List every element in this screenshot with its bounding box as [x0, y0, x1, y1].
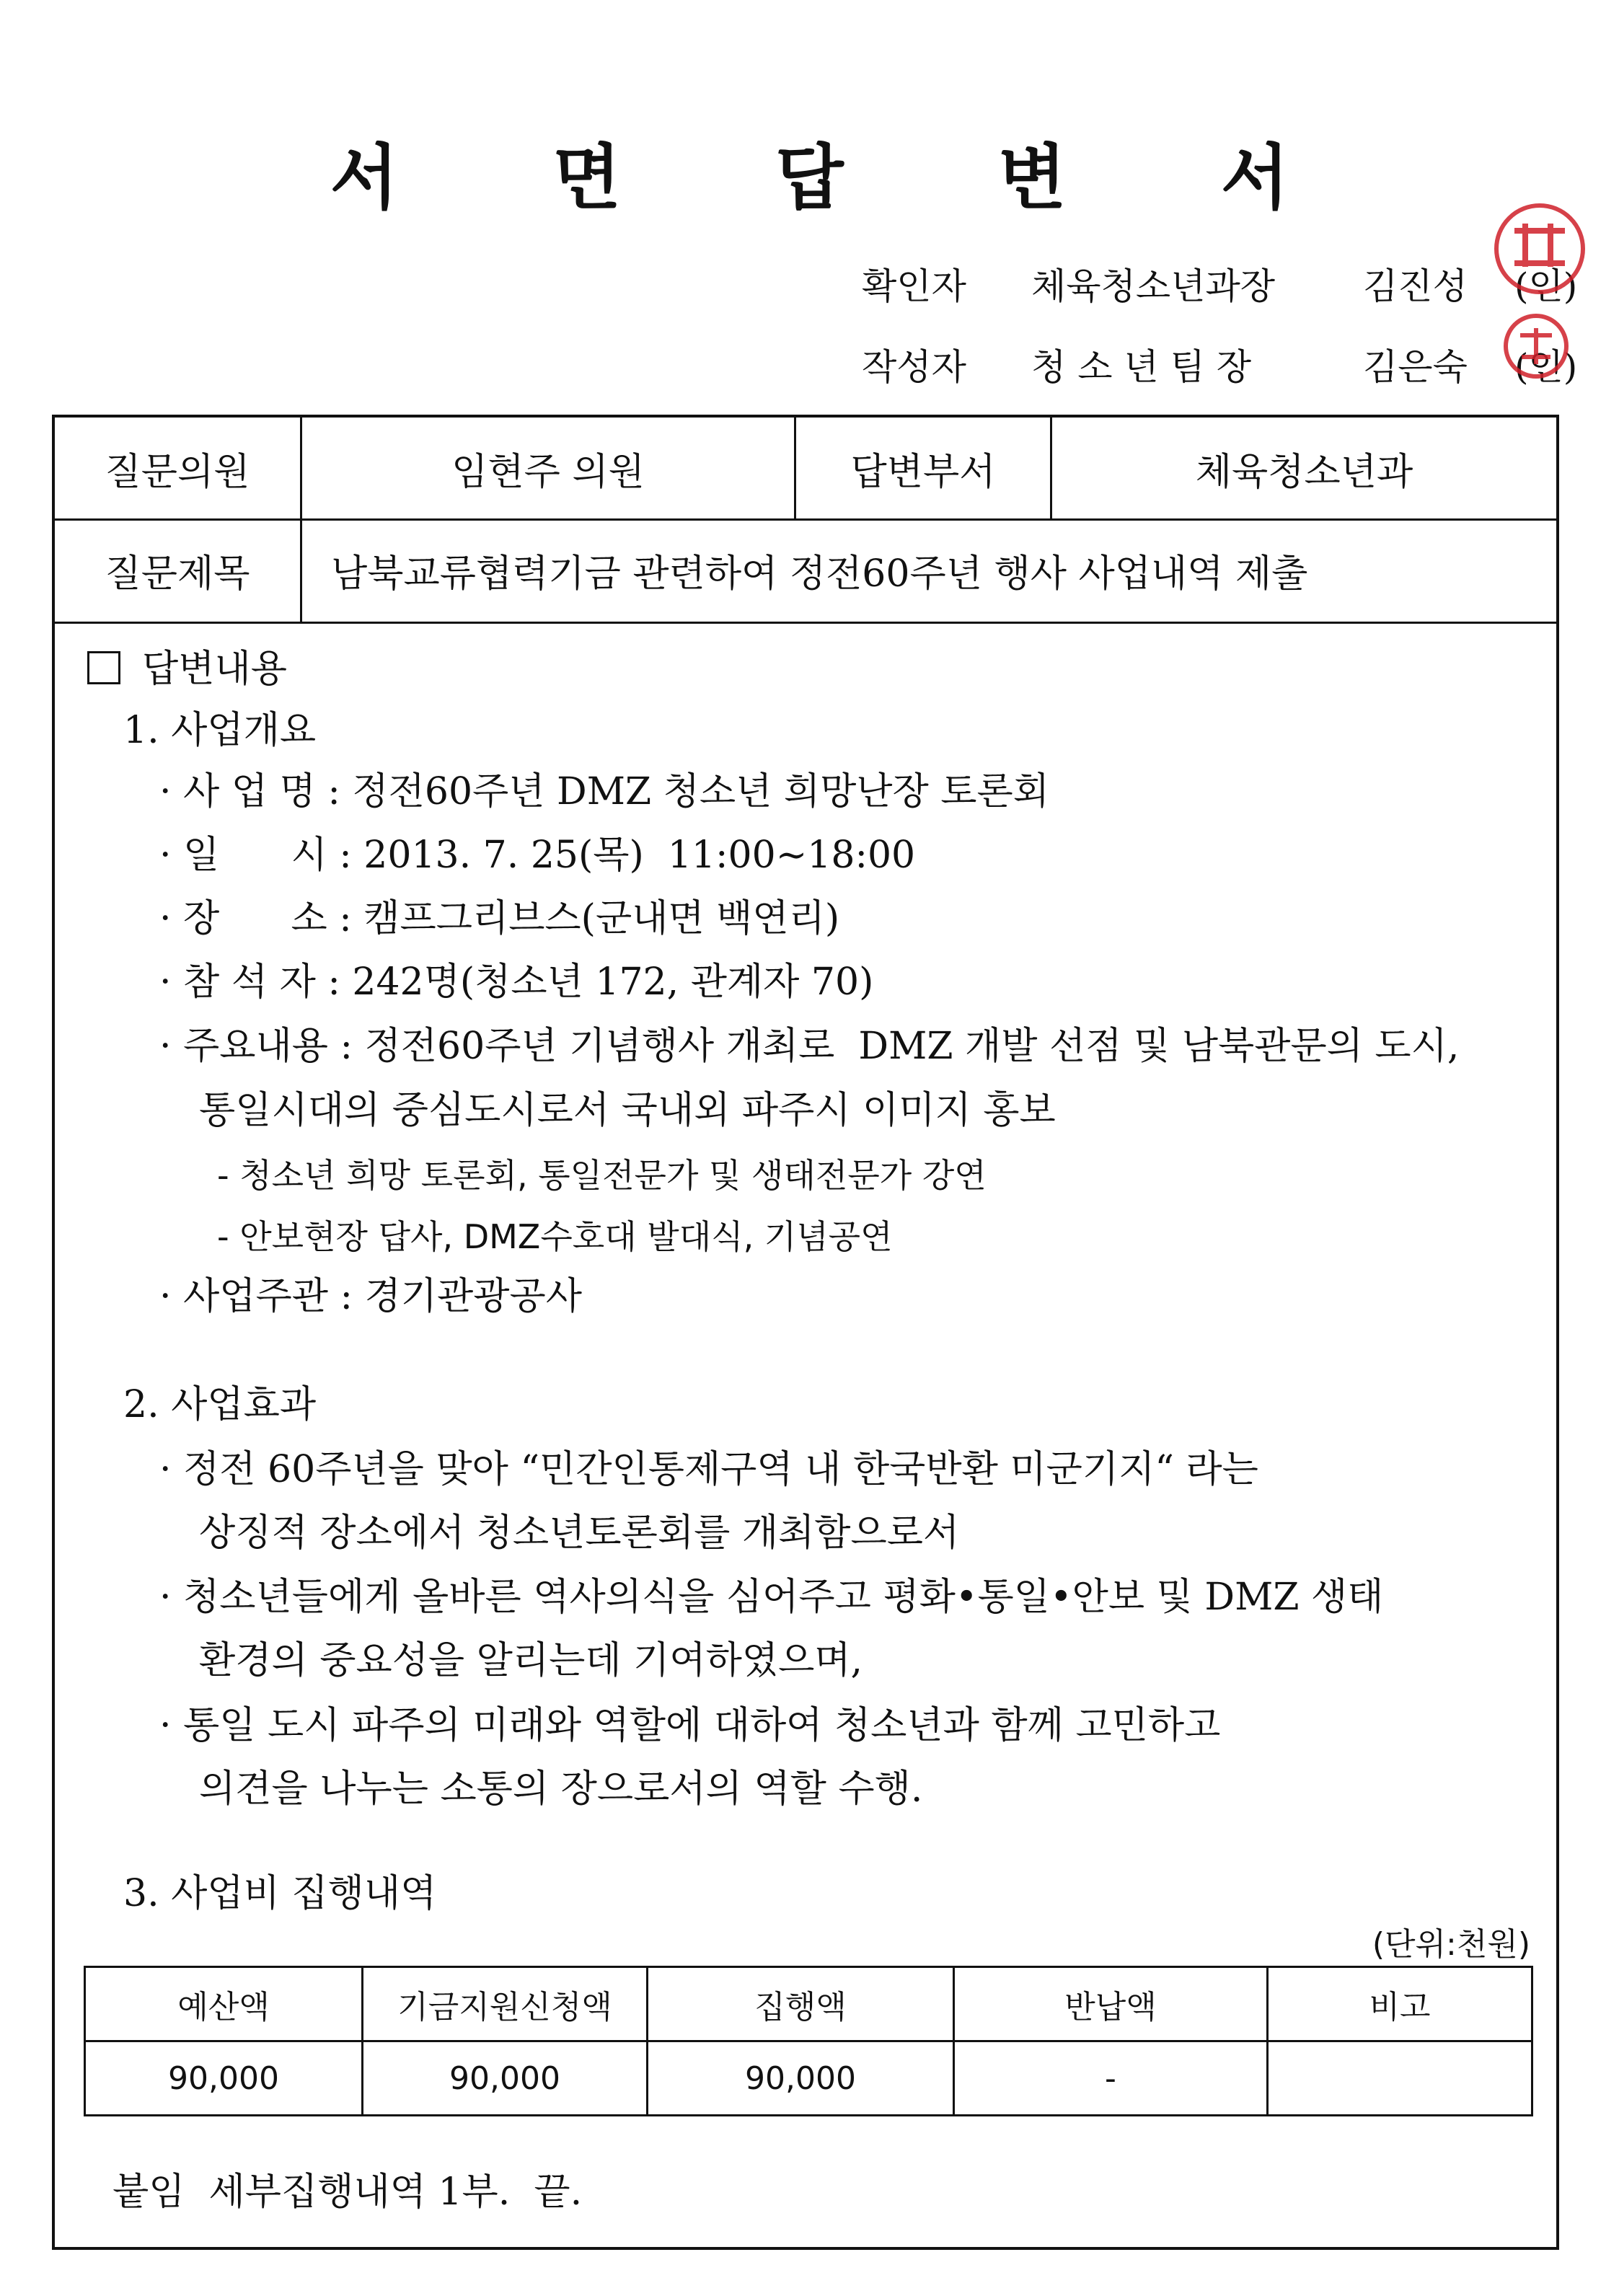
dept-label: 답변부서	[796, 418, 1052, 518]
section1-content-1: · 주요내용 : 정전60주년 기념행사 개최로 DMZ 개발 선점 및 남북관문의 도시,	[159, 1025, 1460, 1068]
col-budget: 예산액	[85, 1967, 363, 2041]
section1-content-sub2: - 안보현장 답사, DMZ수호대 발대식, 기념공연	[217, 1217, 893, 1256]
section1-organizer: · 사업주관 : 경기관광공사	[159, 1275, 582, 1318]
col-executed: 집행액	[648, 1967, 954, 2041]
signer-position: 청 소 년 팀 장	[1031, 346, 1252, 388]
header-row-questioner	[55, 418, 1556, 521]
section2-line2: 상징적 장소에서 청소년토론회를 개최함으로서	[199, 1511, 960, 1555]
section2-line1: · 정전 60주년을 맞아 “민간인통제구역 내 한국반환 미군기지“ 라는	[159, 1448, 1258, 1491]
cell-fund-request: 90,000	[363, 2041, 648, 2116]
unit-label: (단위:천원)	[1372, 1926, 1530, 1963]
section1-content-2: 통일시대의 중심도시로서 국내외 파주시 이미지 홍보	[199, 1089, 1056, 1132]
questioner-value: 임현주 의원	[302, 418, 796, 518]
signer-name: 김은숙	[1363, 346, 1468, 388]
signer-seal-mark: (인)	[1514, 265, 1578, 307]
section1-place: · 장 소 : 캠프그리브스(군내면 백연리)	[159, 897, 840, 940]
col-returned: 반납액	[954, 1967, 1268, 2041]
cell-budget: 90,000	[85, 2041, 363, 2116]
section2-line5: · 통일 도시 파주의 미래와 역할에 대하여 청소년과 함께 고민하고	[159, 1704, 1221, 1747]
subject-label: 질문제목	[55, 518, 302, 622]
section1-date: · 일 시 : 2013. 7. 25(목) 11:00∼18:00	[159, 834, 916, 877]
answer-heading-line	[87, 648, 287, 691]
answer-heading: 답변내용	[142, 648, 287, 691]
signer-role: 확인자	[862, 265, 966, 307]
dept-value: 체육청소년과	[1195, 450, 1413, 494]
budget-header-row	[85, 1967, 1532, 2041]
section3-heading: 3. 사업비 집행내역	[123, 1872, 437, 1915]
section2-line4: 환경의 중요성을 알리는데 기여하였으며,	[199, 1639, 863, 1682]
signer-seal-mark: (인)	[1514, 346, 1578, 388]
section1-content-sub1: - 청소년 희망 토론회, 통일전문가 및 생태전문가 강연	[217, 1156, 987, 1195]
signer-name: 김진성	[1363, 265, 1468, 307]
col-remarks: 비고	[1268, 1967, 1532, 2041]
subject-value: 남북교류협력기금 관련하여 정전60주년 행사 사업내역 제출	[331, 552, 1308, 596]
questioner-label: 질문의원	[55, 418, 302, 518]
cell-executed: 90,000	[648, 2041, 954, 2116]
col-fund-request: 기금지원신청액	[363, 1967, 648, 2041]
document-title: 서 면 답 변 서	[330, 136, 1354, 219]
section1-name: · 사 업 명 : 정전60주년 DMZ 청소년 희망난장 토론회	[159, 770, 1049, 813]
closing-line: 붙임 세부집행내역 1부. 끝.	[113, 2171, 583, 2214]
header-row-subject	[55, 518, 1556, 624]
signer-role: 작성자	[862, 346, 966, 388]
checkbox-icon	[87, 651, 120, 684]
budget-data-row	[85, 2041, 1532, 2116]
cell-remarks	[1268, 2041, 1532, 2116]
section2-heading: 2. 사업효과	[123, 1383, 317, 1426]
signer-position: 체육청소년과장	[1031, 265, 1276, 307]
section2-line3: · 청소년들에게 올바른 역사의식을 심어주고 평화•통일•안보 및 DMZ 생태	[159, 1576, 1384, 1619]
cell-returned: -	[954, 2041, 1268, 2116]
section2-line6: 의견을 나누는 소통의 장으로서의 역할 수행.	[199, 1767, 923, 1811]
official-seal-stamp	[1464, 195, 1608, 389]
answer-form	[52, 415, 1559, 2250]
budget-table	[84, 1966, 1533, 2116]
section1-attendees: · 참 석 자 : 242명(청소년 172, 관계자 70)	[159, 961, 874, 1004]
section1-heading: 1. 사업개요	[123, 709, 317, 752]
